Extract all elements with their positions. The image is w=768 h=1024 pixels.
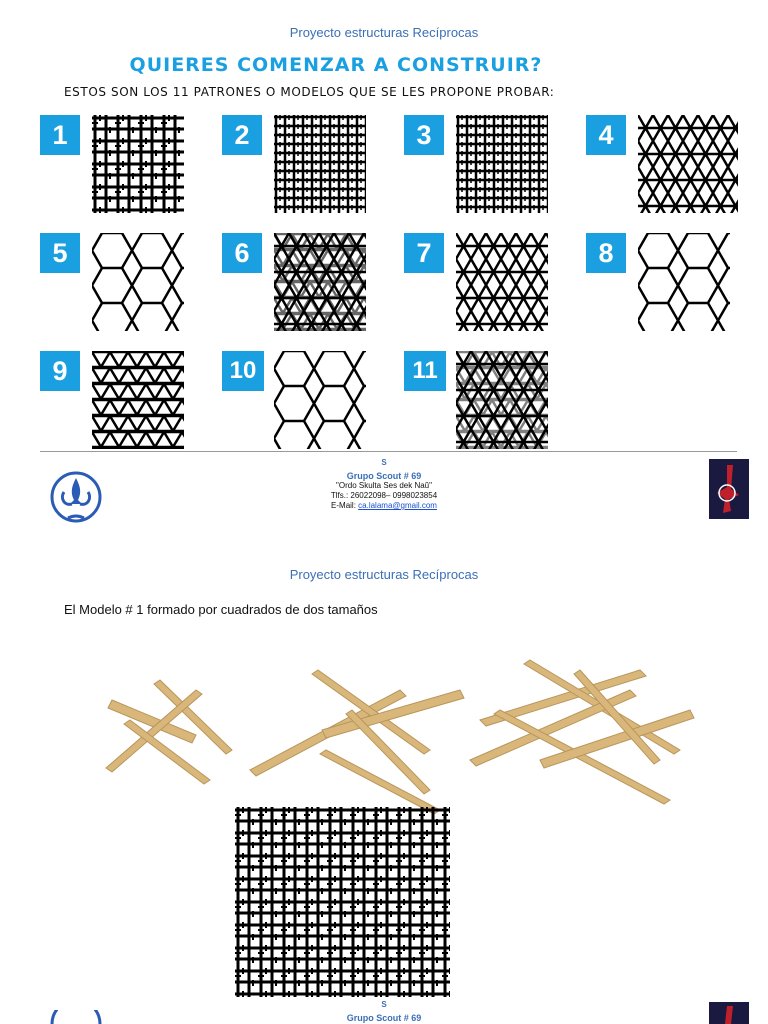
email-link[interactable]: ca.lalama@gmail.com	[358, 501, 437, 510]
page-header: Proyecto estructuras Recíprocas	[289, 25, 479, 40]
hexagon-pattern-icon	[92, 233, 184, 331]
footer-divider	[40, 451, 737, 452]
pattern-number-badge: 1	[40, 115, 80, 155]
group-email-row	[284, 501, 484, 511]
pattern-number-badge: 3	[404, 115, 444, 155]
hexagon-pattern-icon	[638, 233, 730, 331]
group-motto: "Ordo Skulta Ses dek Naŭ"	[336, 481, 432, 490]
pattern-number-badge: 7	[404, 233, 444, 273]
pattern-number-badge: 5	[40, 233, 80, 273]
square-grid-pattern-icon	[92, 115, 184, 213]
woven-grid-pattern-icon	[456, 115, 548, 213]
model-description: El Modelo # 1 formado por cuadrados de dos tamaños	[64, 602, 378, 617]
pattern-number-badge: 2	[222, 115, 262, 155]
triaxial-weave-pattern-icon	[456, 351, 548, 449]
star-hexagon-pattern-icon	[456, 233, 548, 331]
page2-header: Proyecto estructuras Recíprocas	[289, 567, 479, 582]
pattern-card-3	[404, 115, 574, 215]
pattern-card-1	[40, 115, 210, 215]
scout-emblem-icon	[50, 470, 102, 528]
pattern-card-10	[222, 351, 392, 451]
pattern-card-5	[40, 233, 210, 333]
model-1-pattern-icon	[235, 807, 450, 997]
woven-grid-pattern-icon	[274, 115, 366, 213]
footer-mark: S	[381, 458, 387, 467]
pattern-number-badge: 8	[586, 233, 626, 273]
pattern-card-11	[404, 351, 574, 451]
triaxial-weave-pattern-icon	[274, 233, 366, 331]
triangle-pattern-icon	[92, 351, 184, 449]
pattern-card-9	[40, 351, 210, 451]
footer-info	[284, 458, 484, 511]
pattern-number-badge: 10	[222, 351, 264, 391]
page-title: QUIERES COMENZAR A CONSTRUIR?	[129, 54, 543, 76]
pattern-card-2	[222, 115, 392, 215]
footer-info-page2	[284, 1000, 484, 1023]
pattern-number-badge: 6	[222, 233, 262, 273]
pattern-card-8	[586, 233, 756, 333]
pattern-number-badge: 11	[404, 351, 446, 391]
group-logo-icon	[709, 1002, 749, 1024]
group-logo-icon	[709, 459, 749, 519]
group-name: Grupo Scout # 69	[346, 471, 422, 481]
subtitle: ESTOS SON LOS 11 PATRONES O MODELOS QUE SE LES PROPONE PROBAR:	[64, 85, 555, 99]
triangle-hexagon-pattern-icon	[638, 115, 738, 213]
pattern-card-6	[222, 233, 392, 333]
scout-emblem-icon	[50, 1010, 102, 1024]
footer-mark: S	[381, 1000, 387, 1009]
hexagon-pattern-icon	[274, 351, 366, 449]
pattern-number-badge: 9	[40, 351, 80, 391]
email-label: E-Mail:	[331, 501, 356, 510]
pattern-card-4	[586, 115, 756, 215]
group-name: Grupo Scout # 69	[346, 1013, 422, 1023]
group-phones: Tlfs.: 26022098– 0998023854	[330, 491, 438, 500]
pattern-card-7	[404, 233, 574, 333]
pattern-number-badge: 4	[586, 115, 626, 155]
wooden-models-illustration	[100, 650, 700, 820]
